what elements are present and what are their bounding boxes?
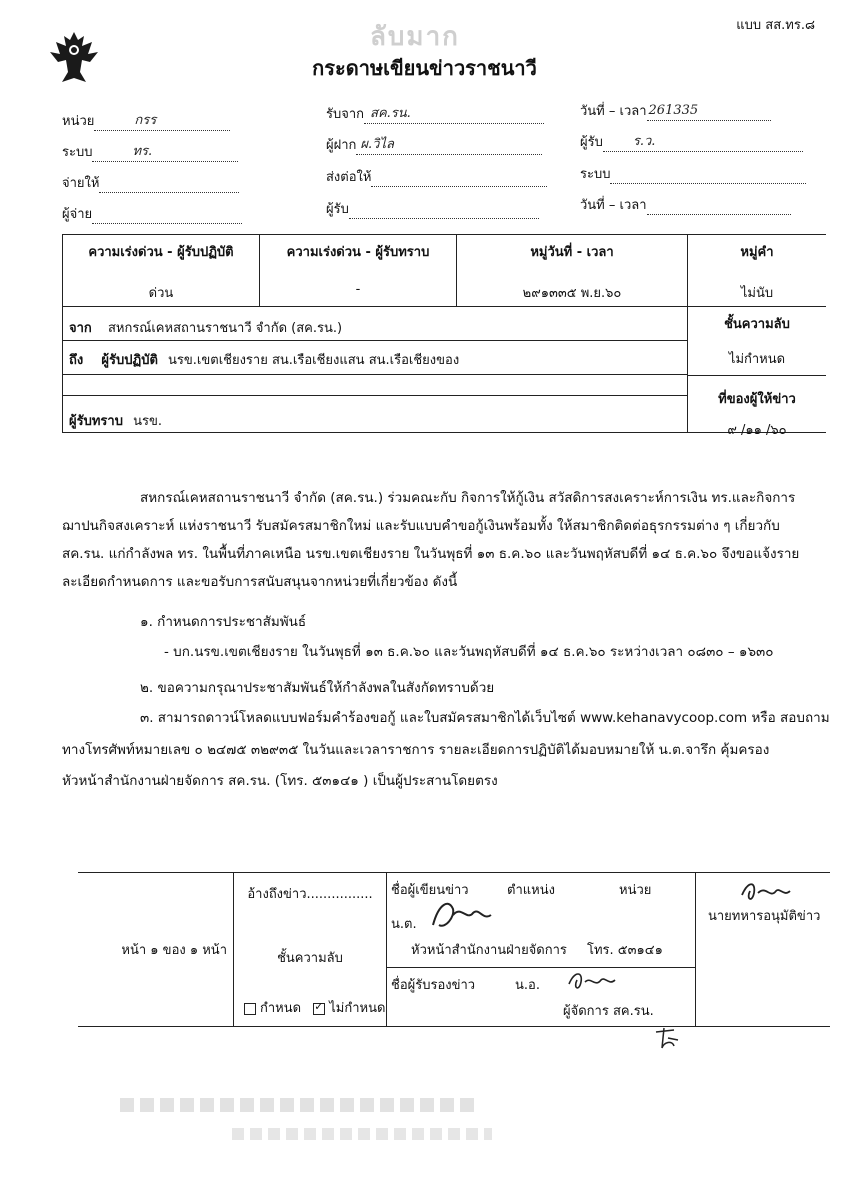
receiver-row [326, 198, 539, 219]
footer-table [78, 872, 830, 1027]
originator-ref-title: ที่ของผู้ให้ข่าว [718, 392, 796, 407]
body-item-3-line-1: ๓. สามารถดาวน์โหลดแบบฟอร์มคำร้องขอกู้ และใบสมัครสมาชิกได้เว็บไซต์ www.kehanavycoop.com หรือ สอบถาม [140, 710, 830, 726]
urgency-action-title: ความเร่งด่วน - ผู้รับปฏิบัติ [88, 245, 234, 260]
payer-label: ผู้จ่าย [62, 207, 93, 222]
to-label: ถึง [69, 353, 84, 368]
recipient-row [580, 131, 803, 152]
system-row [62, 141, 238, 162]
forward-to-field[interactable] [371, 172, 547, 187]
certifier-cell[interactable] [387, 968, 696, 1027]
urgency-action-cell[interactable] [63, 235, 260, 307]
datetime2-field[interactable] [647, 200, 791, 215]
received-from-label: รับจาก [326, 107, 365, 122]
depositor-row [326, 134, 542, 155]
received-from-value: สค.รน. [370, 106, 411, 121]
unit-label: หน่วย [62, 114, 95, 129]
checkbox-defined[interactable] [244, 1003, 256, 1015]
system-value: ทร. [132, 144, 153, 159]
urgency-info-cell[interactable] [260, 235, 457, 307]
body-paragraph-1: สหกรณ์เคหสถานราชนาวี จำกัด (สค.รน.) ร่วมคณะกับ กิจการให้กู้เงิน สวัสดิการสงเคราะห์การเงิน ทร.และกิจการฌาปนกิจสงเคราะห์ แห่งราชนาวี รับสมัครสมาชิกใหม่ และรับแบบคำขอกู้เงินพร้อมทั้ง ให้สมาชิกติดต่อธุรกรรมต่าง ๆ เกี่ยวกับ สค.รน. แก่กำลังพล ทร. ในพื้นที่ภาคเหนือ นรข.เขตเชียงราย ในวันพุธที่ ๑๓ ธ.ค.๖๐ และวันพฤหัสบดีที่ ๑๔ ธ.ค.๖๐ จึงขอแจ้งรายละเอียดกำหนดการ และขอรับการสนับสนุนจากหน่วยที่เกี่ยวข้อง ดังนี้ [62, 490, 800, 590]
writer-cell[interactable] [387, 873, 696, 968]
reference-label: อ้างถึงข่าว................ [247, 887, 373, 902]
approver-cell[interactable] [696, 873, 831, 1027]
to-action-value: นรข.เขตเชียงราย สน.เรือเชียงแสน สน.เรือเชียงของ [168, 353, 460, 368]
faded-bleed-line-1 [120, 1098, 480, 1112]
certifier-rank: น.อ. [515, 978, 540, 993]
recipient-field[interactable] [603, 134, 803, 152]
certifier-label: ชื่อผู้รับรองข่าว [391, 978, 476, 993]
body-item-1-sub: - บก.นรข.เขตเชียงราย ในวันพุธที่ ๑๓ ธ.ค.๖๐ และวันพฤหัสบดีที่ ๑๔ ธ.ค.๖๐ ระหว่างเวลา ๐๘๓๐ – ๑๖๓๐ [164, 644, 774, 660]
classification-title: ชั้นความลับ [724, 317, 790, 332]
writer-position-header: ตำแหน่ง [507, 883, 555, 898]
group-count-cell[interactable] [688, 235, 827, 307]
writer-name-header: ชื่อผู้เขียนข่าว [391, 883, 469, 898]
recipient-label: ผู้รับ [580, 135, 603, 150]
forward-to-label: ส่งต่อให้ [326, 170, 372, 185]
pay-to-field[interactable] [99, 178, 239, 193]
right-meta-cell [688, 307, 827, 438]
classification-checkboxes [234, 997, 386, 1021]
writer-position: หัวหน้าสำนักงานฝ่ายจัดการ [411, 943, 567, 958]
routing-table [62, 234, 826, 438]
body-item-2: ๒. ขอความกรุณาประชาสัมพันธ์ให้กำลังพลในสังกัดทราบด้วย [140, 680, 495, 696]
system2-field[interactable] [610, 169, 806, 184]
body-item-3-line-3: หัวหน้าสำนักงานฝ่ายจัดการ สค.รน. (โทร. ๕๓๑๔๑ ) เป็นผู้ประสานโดยตรง [62, 773, 498, 789]
footer-classification-label: ชั้นความลับ [277, 951, 343, 966]
writer-phone: โทร. ๕๓๑๔๑ [587, 943, 663, 958]
depositor-value: ผ.วิไล [360, 137, 394, 152]
info-label: ผู้รับทราบ [69, 414, 123, 429]
page-title: กระดาษเขียนข่าวราชนาวี [312, 56, 537, 80]
footer-classification-block [234, 947, 386, 997]
writer-rank: น.ต. [391, 917, 417, 932]
datetime-row [580, 100, 771, 121]
faded-bleed-line-2 [232, 1128, 492, 1140]
urgency-info-title: ความเร่งด่วน - ผู้รับทราบ [286, 245, 430, 260]
body-item-1: ๑. กำหนดการประชาสัมพันธ์ [140, 614, 307, 630]
receiver-field[interactable] [349, 204, 539, 219]
system-field[interactable] [92, 144, 238, 162]
page-count-cell [78, 873, 234, 1027]
approver-label: นายทหารอนุมัติข่าว [708, 909, 821, 924]
depositor-field[interactable] [356, 137, 542, 155]
initials-mark-icon [652, 1026, 682, 1052]
writer-signature-icon [427, 895, 507, 935]
forward-to-row [326, 166, 547, 187]
to-action-label: ผู้รับปฏิบัติ [101, 353, 158, 368]
dtg-value: ๒๙๑๓๓๕ พ.ย.๖๐ [522, 286, 622, 301]
from-row[interactable] [63, 307, 687, 341]
originator-ref-value: ๙ /๑๑ /๖๐ [727, 423, 787, 438]
certifier-signature-icon [565, 968, 625, 996]
unit-field[interactable] [94, 113, 230, 131]
group-count-title: หมู่คำ [740, 245, 774, 260]
originator-ref-block[interactable] [688, 376, 826, 438]
addressing-cell [63, 307, 688, 433]
recipient-value: ร.ว. [632, 134, 656, 149]
to-continuation-row[interactable] [63, 375, 687, 396]
received-from-row [326, 103, 544, 124]
page-count-label: หน้า ๑ ของ ๑ หน้า [121, 943, 227, 958]
datetime-label: วันที่ – เวลา [580, 104, 647, 119]
receiver-label: ผู้รับ [326, 202, 349, 217]
checkbox-undefined[interactable] [313, 1003, 325, 1015]
unit-value: กรร [134, 113, 157, 128]
datetime2-row [580, 194, 791, 215]
info-value: นรข. [133, 414, 162, 429]
datetime-field[interactable] [647, 103, 771, 121]
classification-block[interactable] [688, 307, 826, 376]
classification-value: ไม่กำหนด [728, 352, 786, 367]
datetime-value: 261335 [648, 103, 699, 118]
system-label: ระบบ [62, 145, 93, 160]
reference-cell [234, 873, 387, 1027]
urgency-action-value: ด่วน [148, 286, 174, 301]
system2-row [580, 163, 806, 184]
checkbox-defined-label: กำหนด [260, 1001, 302, 1016]
system2-label: ระบบ [580, 167, 611, 182]
payer-field[interactable] [92, 209, 242, 224]
group-count-value: ไม่นับ [740, 286, 774, 301]
faded-stamp: ลับมาก [370, 22, 460, 52]
writer-unit-header: หน่วย [619, 883, 652, 898]
info-row[interactable] [63, 396, 687, 430]
received-from-field[interactable] [364, 106, 544, 124]
depositor-label: ผู้ฝาก [326, 138, 357, 153]
urgency-info-value: - [355, 282, 361, 297]
certifier-position: ผู้จัดการ สค.รน. [563, 1004, 654, 1019]
approver-signature-icon [736, 877, 806, 907]
checkbox-undefined-label: ไม่กำหนด [329, 1001, 386, 1016]
unit-row [62, 110, 230, 131]
datetime2-label: วันที่ – เวลา [580, 198, 647, 213]
dtg-cell[interactable] [457, 235, 688, 307]
to-row[interactable] [63, 341, 687, 375]
form-code: แบบ สส.ทร.๘ [736, 18, 815, 33]
pay-to-label: จ่ายให้ [62, 176, 100, 191]
reference-block[interactable] [234, 873, 386, 947]
dtg-title: หมู่วันที่ - เวลา [530, 245, 614, 260]
from-value: สหกรณ์เคหสถานราชนาวี จำกัด (สค.รน.) [107, 321, 343, 336]
from-label: จาก [69, 321, 92, 336]
pay-to-row [62, 172, 239, 193]
payer-row [62, 203, 242, 224]
body-item-3-line-2: ทางโทรศัพท์หมายเลข ๐ ๒๔๗๕ ๓๒๙๓๕ ในวันและเวลาราชการ รายละเอียดการปฏิบัติได้มอบหมายให้ น.ต.จารึก คุ้มครอง [62, 742, 770, 758]
